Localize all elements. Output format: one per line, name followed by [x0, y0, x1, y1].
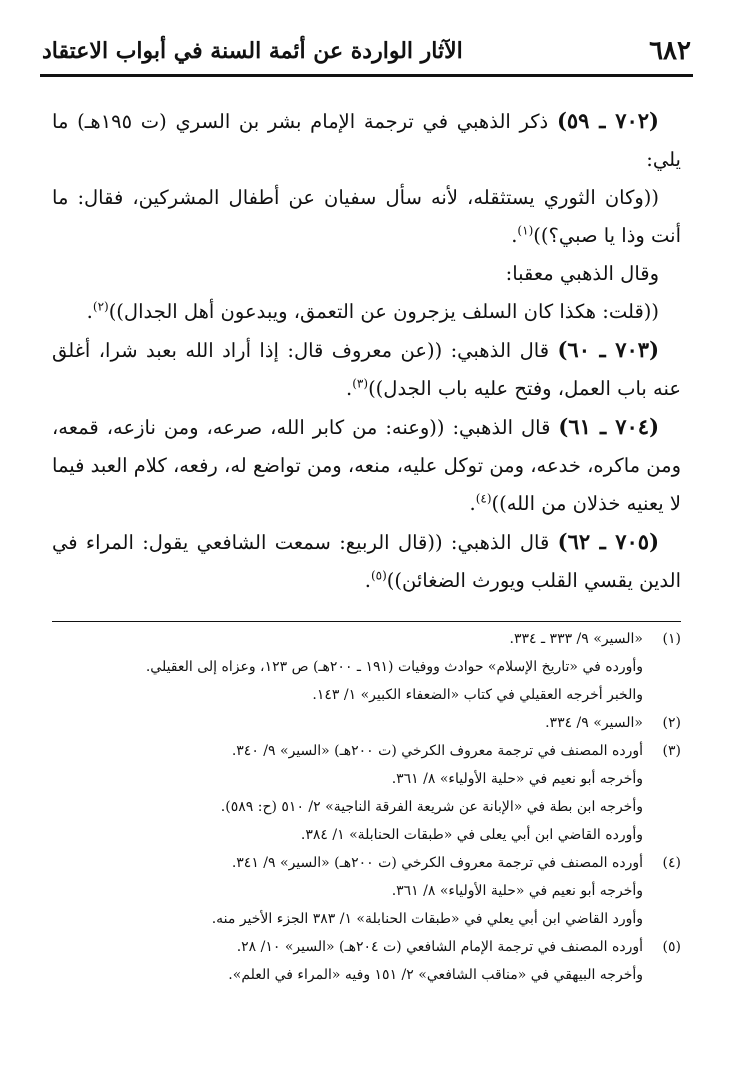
footnote-line: «السير» ٩/ ٣٣٤. [545, 715, 643, 731]
entry-704: (٧٠٤ ـ ٦١) قال الذهبي: ((وعنه: من كابر الله، صرعه، ومن نازعه، قمعه، ومن ماكره، خدعه، ومن توكل عليه، منعه، ومن تواضع له، رفعه، كلام العبد فيما لا يعنيه خذلان من الله))$^{(٤)}$. [52, 414, 681, 515]
entry-text: قال الذهبي: ((وعنه: من كابر الله، صرعه، ومن نازعه، قمعه، ومن ماكره، خدعه، ومن توكل عليه، منعه، ومن تواضع له، رفعه، كلام العبد فيما لا يعنيه خذلان من الله)) [52, 416, 681, 515]
footnote-line: والخبر أخرجه العقيلي في كتاب «الضعفاء الكبير» ١/ ١٤٣. [312, 687, 643, 703]
footnote-number: (٢) [662, 715, 681, 731]
footnote-2 [52, 709, 681, 737]
header-rule [40, 74, 693, 77]
footnote-1 [52, 625, 681, 709]
footnote-line: وأخرجه البيهقي في «مناقب الشافعي» ٢/ ١٥١ وفيه «المراء في العلم». [228, 967, 643, 983]
footnote-3 [52, 737, 681, 849]
footnote-line: أورده المصنف في ترجمة معروف الكرخي (ت ٢٠٠هـ) «السير» ٩/ ٣٤٠. [231, 743, 643, 759]
footnote-line: «السير» ٩/ ٣٣٣ ـ ٣٣٤. [509, 631, 643, 647]
footnote-4 [52, 849, 681, 933]
entry-text: قال الذهبي: ((قال الربيع: سمعت الشافعي يقول: المراء في الدين يقسي القلب ويورث الضغائن)) [52, 531, 681, 592]
footnote-line: أورده المصنف في ترجمة معروف الكرخي (ت ٢٠٠هـ) «السير» ٩/ ٣٤١. [231, 855, 643, 871]
quote-text: ((قلت: هكذا كان السلف يزجرون عن التعمق، ويبدعون أهل الجدال)) [108, 300, 659, 323]
footnote-line: وأورد القاضي ابن أبي يعلي في «طبقات الحنابلة» ١/ ٣٨٣ الجزء الأخير منه. [211, 911, 643, 927]
footnote-rule [52, 621, 681, 622]
footnote-line: وأخرجه ابن بطة في «الإبانة عن شريعة الفرقة الناجية» ٢/ ٥١٠ (ح: ٥٨٩). [220, 799, 643, 815]
entry-text: قال الذهبي: ((عن معروف قال: إذا أراد الله بعبد شرا، أغلق عنه باب العمل، وفتح عليه باب الجدل)) [52, 339, 681, 400]
footnote-ref: (٣) [352, 376, 369, 391]
quote-paragraph: ((قلت: هكذا كان السلف يزجرون عن التعمق، ويبدعون أهل الجدال))$^{(٢)}$. [86, 299, 659, 323]
entry-705: (٧٠٥ ـ ٦٢) قال الذهبي: ((قال الربيع: سمعت الشافعي يقول: المراء في الدين يقسي القلب ويورث الضغائن))$^{(٥)}$. [52, 529, 681, 592]
entry-702 [52, 102, 681, 179]
footnote-5 [52, 933, 681, 989]
quote-text: وقال الذهبي معقبا: [505, 262, 659, 285]
page-number: ٦٨٢ [649, 36, 691, 66]
entry-number: (٧٠٥ ـ ٦٢) [557, 529, 659, 554]
quote-text: ((وكان الثوري يستثقله، لأنه سأل سفيان عن أطفال المشركين، فقال: ما أنت وذا يا صبي؟)) [52, 186, 681, 247]
entry-text: ذكر الذهبي في ترجمة الإمام بشر بن السري (ت ١٩٥هـ) ما يلي: [52, 110, 681, 171]
footnote-line: وأخرجه أبو نعيم في «حلية الأولياء» ٨/ ٣٦١. [391, 883, 643, 899]
entry-number: (٧٠٣ ـ ٦٠) [557, 337, 659, 362]
footnote-line: وأورده القاضي ابن أبي يعلى في «طبقات الحنابلة» ١/ ٣٨٤. [300, 827, 643, 843]
footnote-ref: (٥) [370, 568, 387, 583]
footnote-line: أورده المصنف في ترجمة الإمام الشافعي (ت ٢٠٤هـ) «السير» ١٠/ ٢٨. [236, 939, 643, 955]
entry-703: (٧٠٣ ـ ٦٠) قال الذهبي: ((عن معروف قال: إذا أراد الله بعبد شرا، أغلق عنه باب العمل، وفتح عليه باب الجدل))$^{(٣)}$. [52, 337, 681, 400]
footnote-ref: (١) [517, 223, 534, 238]
footnote-number: (٣) [662, 743, 681, 759]
main-text [52, 102, 681, 600]
footnote-ref: (٤) [475, 491, 492, 506]
footnote-line: وأخرجه أبو نعيم في «حلية الأولياء» ٨/ ٣٦١. [391, 771, 643, 787]
entry-number: (٧٠٤ ـ ٦١) [558, 414, 659, 439]
footnote-number: (٤) [662, 855, 681, 871]
quote-paragraph [52, 255, 681, 293]
entry-number: (٧٠٢ ـ ٥٩) [556, 108, 659, 133]
footnote-number: (١) [662, 631, 681, 647]
footnote-ref: (٢) [92, 299, 109, 314]
running-title: الآثار الواردة عن أئمة السنة في أبواب الاعتقاد [42, 38, 463, 64]
footnotes [52, 625, 681, 989]
footnote-number: (٥) [662, 939, 681, 955]
page-header [42, 32, 691, 70]
quote-paragraph: ((وكان الثوري يستثقله، لأنه سأل سفيان عن أطفال المشركين، فقال: ما أنت وذا يا صبي؟))$^{(١)}$. [52, 186, 681, 247]
footnote-line: وأورده في «تاريخ الإسلام» حوادث ووفيات (١٩١ ـ ٢٠٠هـ) ص ١٢٣، وعزاه إلى العقيلي. [145, 659, 643, 675]
